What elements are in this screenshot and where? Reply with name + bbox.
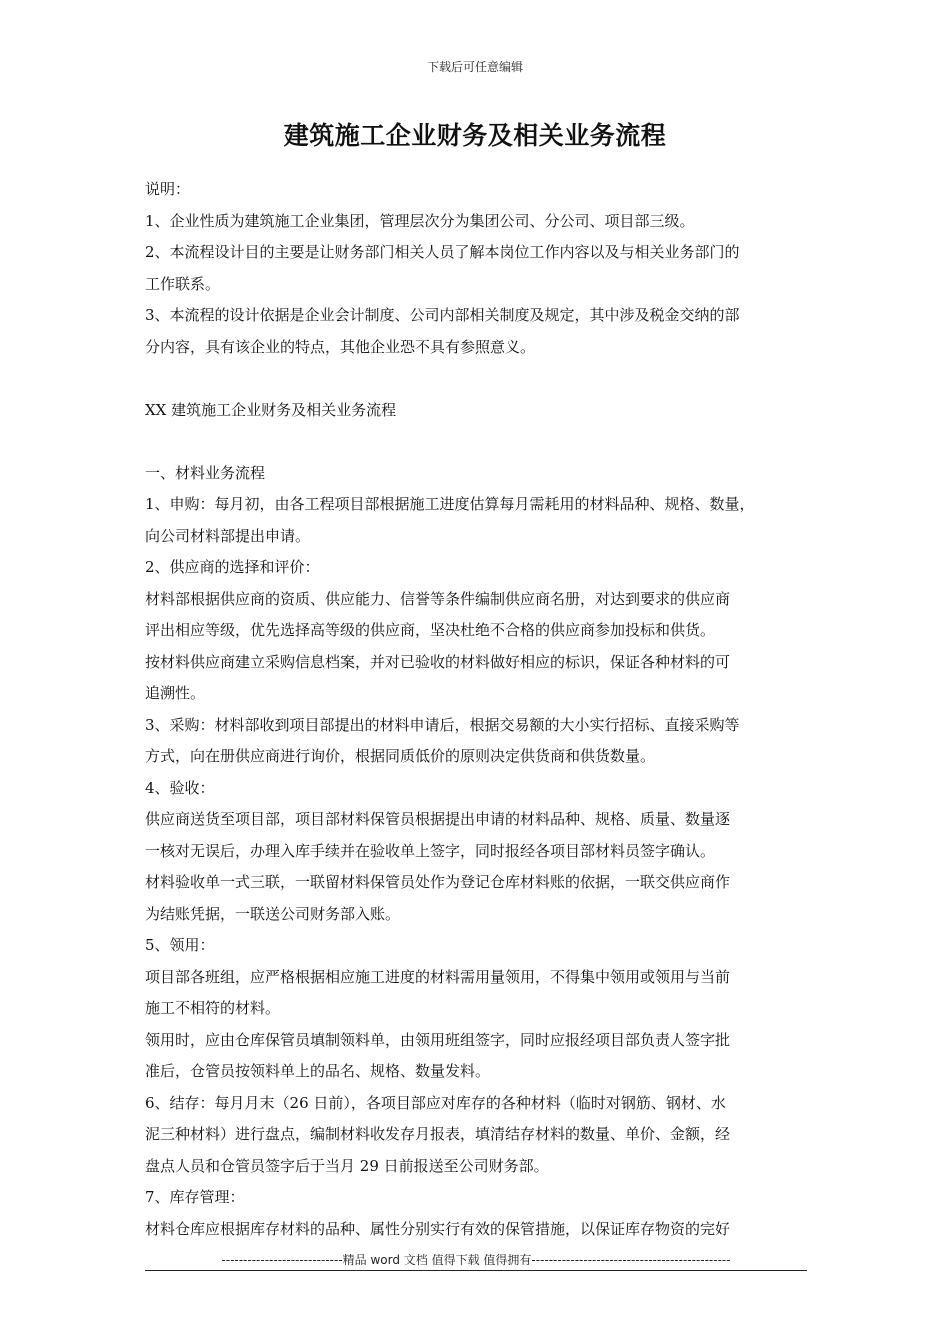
spacer — [145, 426, 815, 458]
body-line: 一核对无误后，办理入库手续并在验收单上签字，同时报经各项目部材料员签字确认。 — [145, 841, 716, 860]
intro-line: 2、本流程设计目的主要是让财务部门相关人员了解本岗位工作内容以及与相关业务部门的 — [145, 243, 740, 261]
body-line: 评出相应等级，优先选择高等级的供应商，坚决杜绝不合格的供应商参加投标和供货。 — [145, 621, 716, 639]
body-line: 追溯性。 — [145, 684, 206, 702]
body-line: 2、供应商的选择和评价： — [145, 558, 320, 576]
spacer — [145, 363, 815, 395]
body-line: 领用时，应由仓库保管员填制领料单，由领用班组签字，同时应报经项目部负责人签字批 — [145, 1030, 731, 1049]
body-line: 材料验收单一式三联，一联留材料保管员处作为登记仓库材料账的依据，一联交供应商作 — [145, 873, 731, 891]
body-line: 为结账凭据，一联送公司财务部入账。 — [145, 904, 401, 923]
section-subtitle: XX 建筑施工企业财务及相关业务流程 — [145, 400, 397, 419]
body-line: 1、申购：每月初，由各工程项目部根据施工进度估算每月需耗用的材料品种、规格、数量， — [145, 495, 755, 513]
document-body — [145, 174, 815, 1245]
intro-line: 1、企业性质为建筑施工企业集团，管理层次分为集团公司、分公司、项目部三级。 — [145, 211, 695, 230]
body-line: 3、采购：材料部收到项目部提出的材料申请后，根据交易额的大小实行招标、直接采购等 — [145, 715, 740, 734]
body-line: 5、领用： — [145, 936, 215, 954]
intro-line: 3、本流程的设计依据是企业会计制度、公司内部相关制度及规定，其中涉及税金交纳的部 — [145, 306, 740, 324]
body-line: 材料部根据供应商的资质、供应能力、信誉等条件编制供应商名册，对达到要求的供应商 — [145, 589, 731, 608]
body-line: 方式，向在册供应商进行询价，根据同质低价的原则决定供货商和供货数量。 — [145, 747, 656, 765]
section-heading: 一、材料业务流程 — [145, 463, 266, 482]
intro-line: 分内容，具有该企业的特点，其他企业恐不具有参照意义。 — [145, 337, 536, 356]
footer-banner: ----------------------------精品 word 文档 值得下载 值得拥有---------------------------------------------- — [221, 1253, 731, 1267]
body-line: 施工不相符的材料。 — [145, 999, 281, 1017]
body-line: 材料仓库应根据库存材料的品种、属性分别实行有效的保管措施，以保证库存物资的完好 — [145, 1219, 731, 1238]
body-line: 6、结存：每月月末（26 日前），各项目部应对库存的各种材料（临时对钢筋、钢材、水 — [145, 1093, 726, 1112]
intro-line: 工作联系。 — [145, 274, 221, 293]
body-line: 按材料供应商建立采购信息档案，并对已验收的材料做好相应的标识，保证各种材料的可 — [145, 652, 731, 671]
body-line: 盘点人员和仓管员签字后于当月 29 日前报送至公司财务部。 — [145, 1156, 549, 1175]
body-line: 7、库存管理： — [145, 1188, 245, 1206]
intro-line: 说明： — [145, 180, 191, 198]
body-line: 泥三种材料）进行盘点，编制材料收发存月报表，填清结存材料的数量、单价、金额，经 — [145, 1125, 731, 1143]
footer-divider — [145, 1270, 807, 1271]
body-line: 准后，仓管员按领料单上的品名、规格、数量发料。 — [145, 1062, 491, 1080]
body-line: 向公司材料部提出申请。 — [145, 526, 311, 545]
body-line: 4、验收： — [145, 778, 215, 797]
document-title: 建筑施工企业财务及相关业务流程 — [283, 121, 667, 150]
body-line: 供应商送货至项目部，项目部材料保管员根据提出申请的材料品种、规格、质量、数量逐 — [145, 810, 731, 828]
body-line: 项目部各班组，应严格根据相应施工进度的材料需用量领用，不得集中领用或领用与当前 — [145, 967, 731, 986]
header-note: 下载后可任意编辑 — [426, 60, 523, 74]
